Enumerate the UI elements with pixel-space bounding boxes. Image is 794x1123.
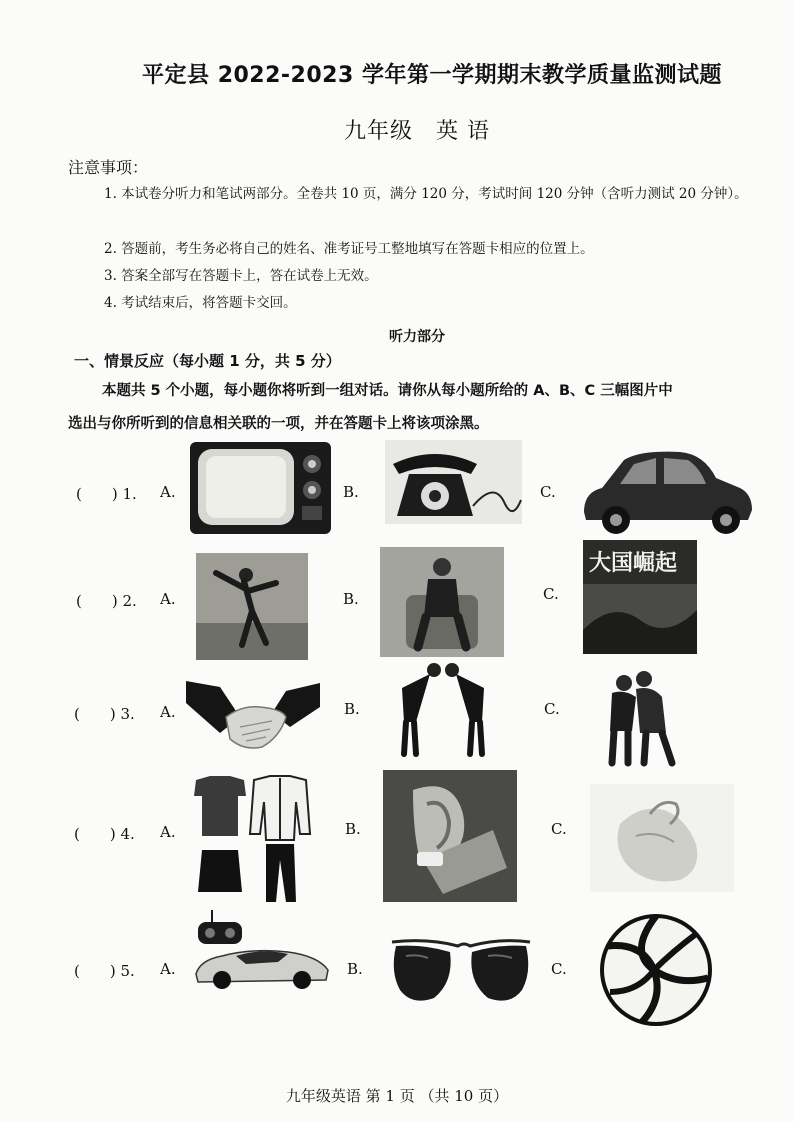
section-heading: 一、情景反应（每小题 1 分，共 5 分） <box>74 352 341 370</box>
page-footer: 九年级英语 第 1 页 （共 10 页） <box>285 1087 509 1105</box>
option-2a-label: A. <box>160 590 176 608</box>
volleyball-icon <box>598 912 714 1032</box>
documentary-title-icon <box>583 540 697 658</box>
option-4a-label: A. <box>160 823 176 841</box>
sunglasses-icon <box>388 936 534 1022</box>
notice-heading: 注意事项： <box>68 158 149 177</box>
kung-fu-photo-icon <box>196 553 308 664</box>
option-3a-label: A. <box>160 703 176 721</box>
option-3c-label: C. <box>544 700 560 718</box>
seated-man-photo-icon <box>380 547 504 661</box>
instructions-line-2: 选出与你所听到的信息相关联的一项，并在答题卡上将该项涂黑。 <box>68 416 489 432</box>
question-number-1: ( ) 1. <box>76 485 137 503</box>
option-5a-label: A. <box>160 960 176 978</box>
option-4c-label: C. <box>551 820 567 838</box>
question-number-4: ( ) 4. <box>74 825 135 843</box>
bowing-icon <box>390 660 496 762</box>
option-2c-label: C. <box>543 585 559 603</box>
television-icon <box>188 440 333 540</box>
option-3b-label: B. <box>344 700 360 718</box>
notice-item-2: 2. 答题前，考生务必将自己的姓名、准考证号工整地填写在答题卡相应的位置上。 <box>104 241 594 257</box>
hand-at-ear-icon <box>383 770 517 906</box>
question-number-2: ( ) 2. <box>76 592 137 610</box>
remote-control-car-icon <box>192 908 332 998</box>
option-1a-label: A. <box>160 483 176 501</box>
question-number-5: ( ) 5. <box>74 962 135 980</box>
notice-item-1: 1. 本试卷分听力和笔试两部分。全卷共 10 页，满分 120 分，考试时间 120 分钟（含听力测试 20 分钟）。 <box>104 186 748 202</box>
notice-item-3: 3. 答案全部写在答题卡上，答在试卷上无效。 <box>104 268 378 284</box>
instructions-line-1: 本题共 5 个小题，每小题你将听到一组对话。请你从每小题所给的 A、B、C 三幅图片中 <box>102 383 673 399</box>
listening-heading: 听力部分 <box>389 329 445 345</box>
handshake-icon <box>186 677 320 759</box>
telephone-icon <box>385 440 522 528</box>
notice-item-4: 4. 考试结束后，将答题卡交回。 <box>104 295 297 311</box>
option-5c-label: C. <box>551 960 567 978</box>
documentary-title-text: 大国崛起 <box>589 551 678 576</box>
question-number-3: ( ) 3. <box>74 705 135 723</box>
page-subtitle: 九年级 英 语 <box>344 119 490 144</box>
hand-icon <box>590 784 734 896</box>
option-4b-label: B. <box>345 820 361 838</box>
car-icon <box>580 448 754 540</box>
option-5b-label: B. <box>347 960 363 978</box>
school-uniform-icon <box>190 774 314 908</box>
page-title: 平定县 2022-2023 学年第一学期期末教学质量监测试题 <box>142 63 722 88</box>
option-2b-label: B. <box>343 590 359 608</box>
option-1b-label: B. <box>343 483 359 501</box>
option-1c-label: C. <box>540 483 556 501</box>
hugging-icon <box>592 667 684 771</box>
